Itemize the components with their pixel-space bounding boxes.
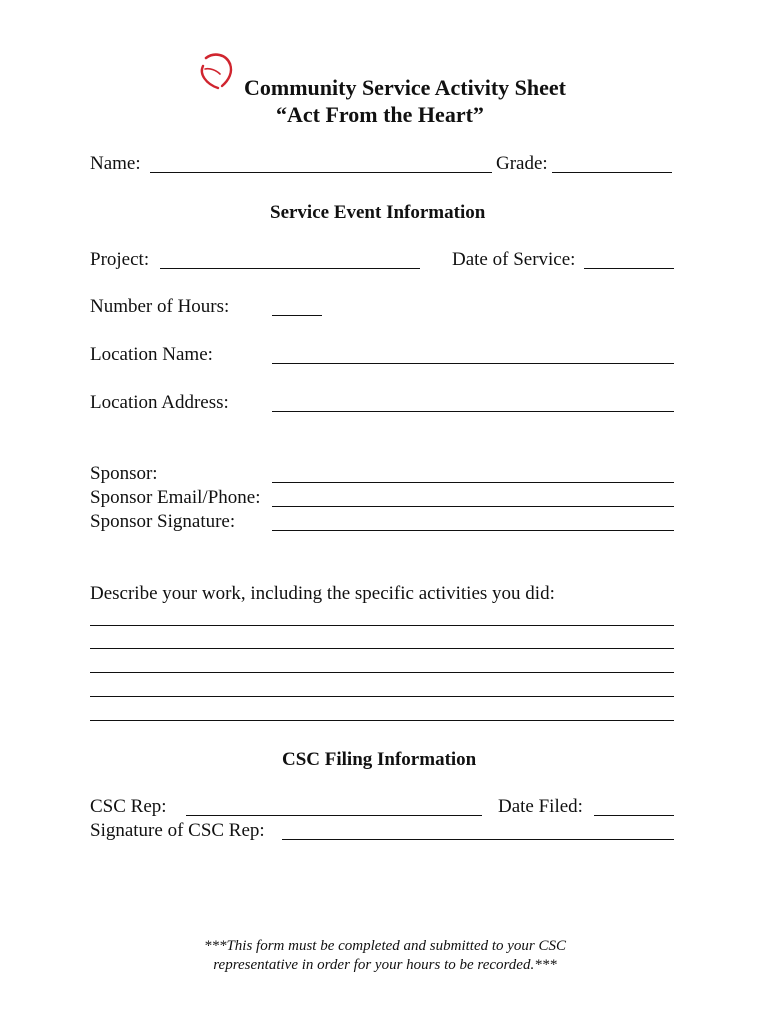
footer-note-line-2: representative in order for your hours to be recorded.*** [213,957,557,973]
location-name-label: Location Name: [90,344,213,365]
number-of-hours-field[interactable] [272,315,322,316]
date-of-service-field[interactable] [584,268,674,269]
project-field[interactable] [160,268,420,269]
describe-work-line-3[interactable] [90,672,674,673]
name-label: Name: [90,153,141,174]
number-of-hours-label: Number of Hours: [90,296,230,317]
sponsor-email-phone-label: Sponsor Email/Phone: [90,487,261,508]
date-of-service-label: Date of Service: [452,249,576,270]
sponsor-email-phone-field[interactable] [272,506,674,507]
csc-filing-heading: CSC Filing Information [282,749,477,770]
signature-csc-rep-label: Signature of CSC Rep: [90,820,265,841]
project-label: Project: [90,249,150,270]
sponsor-label: Sponsor: [90,463,158,484]
describe-work-line-1[interactable] [90,625,674,626]
signature-csc-rep-field[interactable] [282,839,674,840]
grade-label: Grade: [496,153,548,174]
location-address-field[interactable] [272,411,674,412]
form-title: Community Service Activity Sheet [244,75,566,100]
sponsor-field[interactable] [272,482,674,483]
name-field[interactable] [150,172,492,173]
service-event-heading: Service Event Information [270,202,486,223]
describe-work-line-4[interactable] [90,696,674,697]
sponsor-signature-field[interactable] [272,530,674,531]
describe-work-line-2[interactable] [90,648,674,649]
location-name-field[interactable] [272,363,674,364]
location-address-label: Location Address: [90,392,229,413]
footer-note-line-1: ***This form must be completed and submitted to your CSC [203,938,567,954]
describe-work-line-5[interactable] [90,720,674,721]
date-filed-field[interactable] [594,815,674,816]
describe-work-label: Describe your work, including the specific activities you did: [90,583,555,604]
heart-logo-icon [196,50,240,92]
date-filed-label: Date Filed: [498,796,583,817]
csc-rep-field[interactable] [186,815,482,816]
form-subtitle: “Act From the Heart” [276,102,484,127]
sponsor-signature-label: Sponsor Signature: [90,511,236,532]
csc-rep-label: CSC Rep: [90,796,167,817]
grade-field[interactable] [552,172,672,173]
